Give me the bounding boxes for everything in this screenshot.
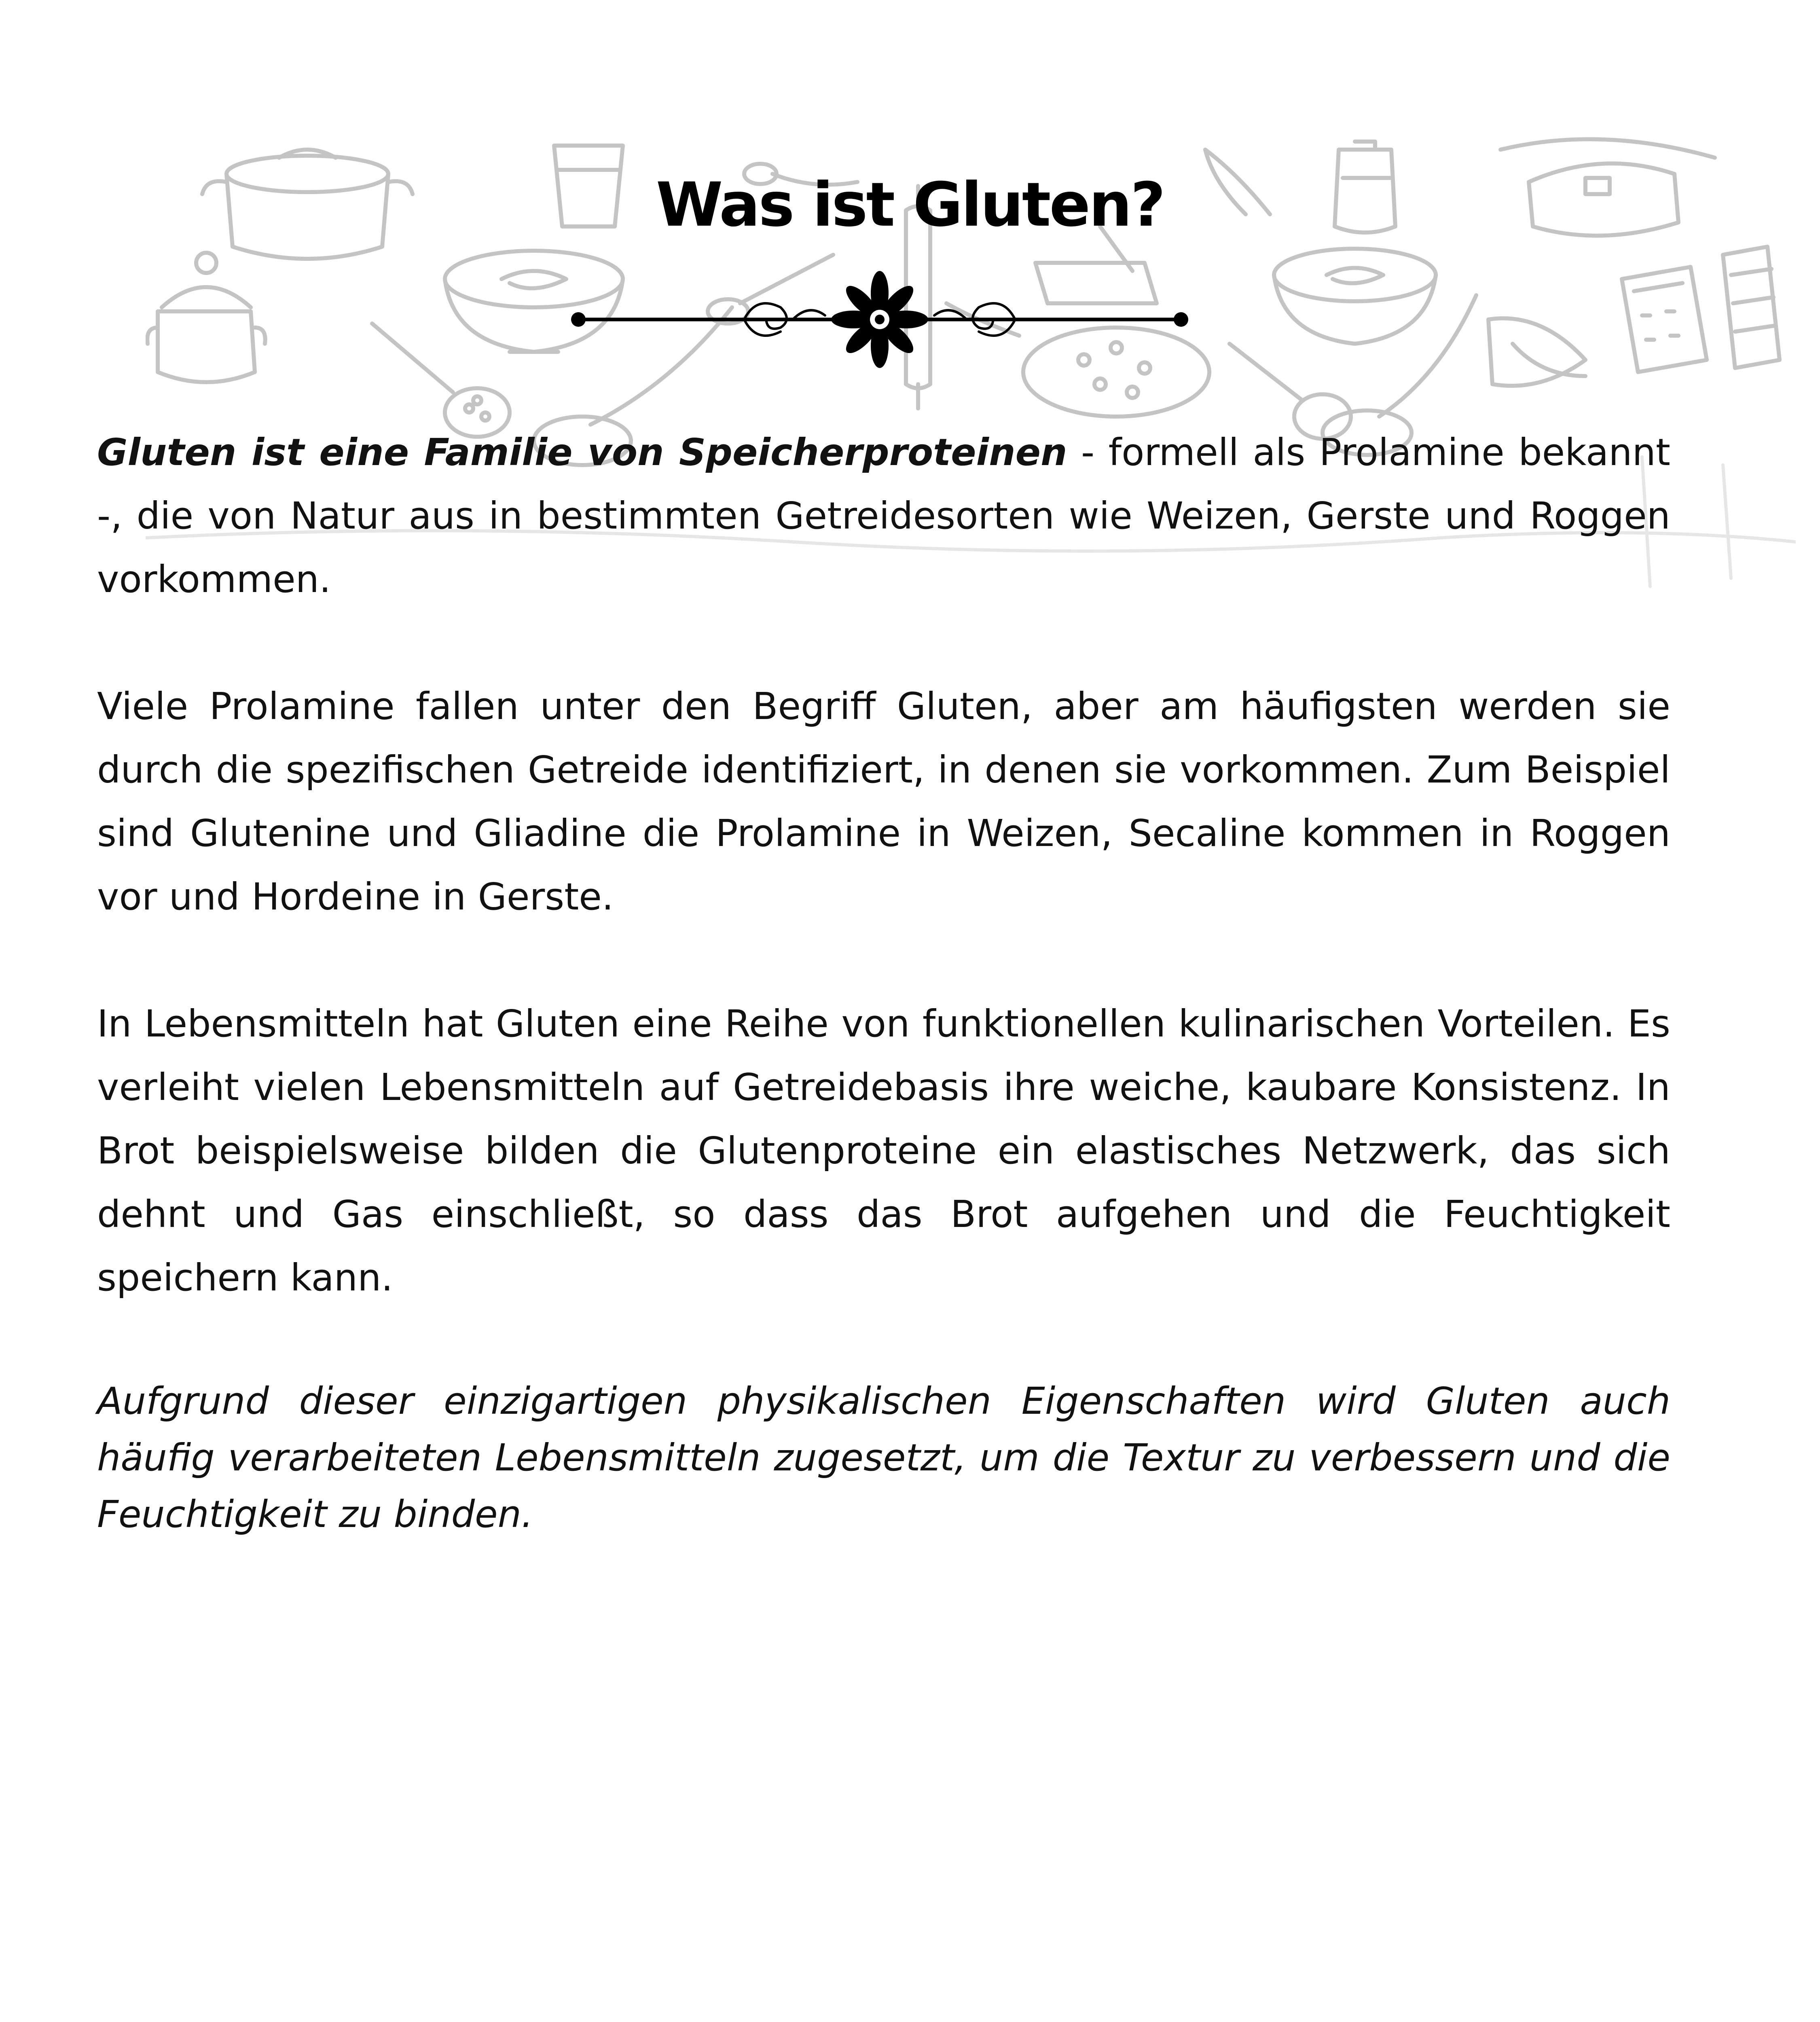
paragraph-1: [97, 421, 1670, 611]
body-content: [97, 421, 1670, 1606]
scale-icon: [1622, 267, 1707, 372]
paragraph-3: In Lebensmitteln hat Gluten eine Reihe von funktionellen kulinarischen Vorteilen. Es verleiht vielen Lebensmitteln auf Getreidebasis ihre weiche, kaubare Konsistenz. In Brot beispielsweise bilden die Glutenproteine ein elastisches Netzwerk, das sich dehnt und Gas einschließt, so dass das Brot aufgehen und die Feuchtigkeit speichern kann.: [97, 1002, 1670, 1299]
lidded-pot-icon: [147, 253, 265, 382]
flower-ornament-icon: [831, 271, 928, 368]
ornamental-divider: [566, 267, 1193, 372]
paragraph-4: Aufgrund dieser einzigartigen physikalischen Eigenschaften wird Gluten auch häufig verarbeiteten Lebensmitteln zugesetzt, um die Textur zu verbessern und die Feuchtigkeit zu binden.: [97, 1379, 1670, 1536]
paragraph-1-text: - formell als Prolamine bekannt -, die von Natur aus in bestimmten Getreidesorten wie Weizen, Gerste und Roggen vorkommen.: [97, 431, 1670, 601]
bowl-icon: [1274, 249, 1436, 344]
paragraph-2: Viele Prolamine fallen unter den Begriff Gluten, aber am häufigsten werden sie durch die spezifischen Getreide identifiziert, in denen sie vorkommen. Zum Beispiel sind Glutenine und Gliadine die Prolamine in Weizen, Secaline kommen in Roggen vor und Hordeine in Gerste.: [97, 685, 1670, 918]
grater-icon: [1723, 247, 1780, 368]
paragraph-1-lead: Gluten ist eine Familie von Speicherproteinen: [97, 431, 1067, 474]
cutting-board-icon: [1488, 318, 1585, 386]
page-title: Was ist Gluten?: [656, 170, 1164, 240]
